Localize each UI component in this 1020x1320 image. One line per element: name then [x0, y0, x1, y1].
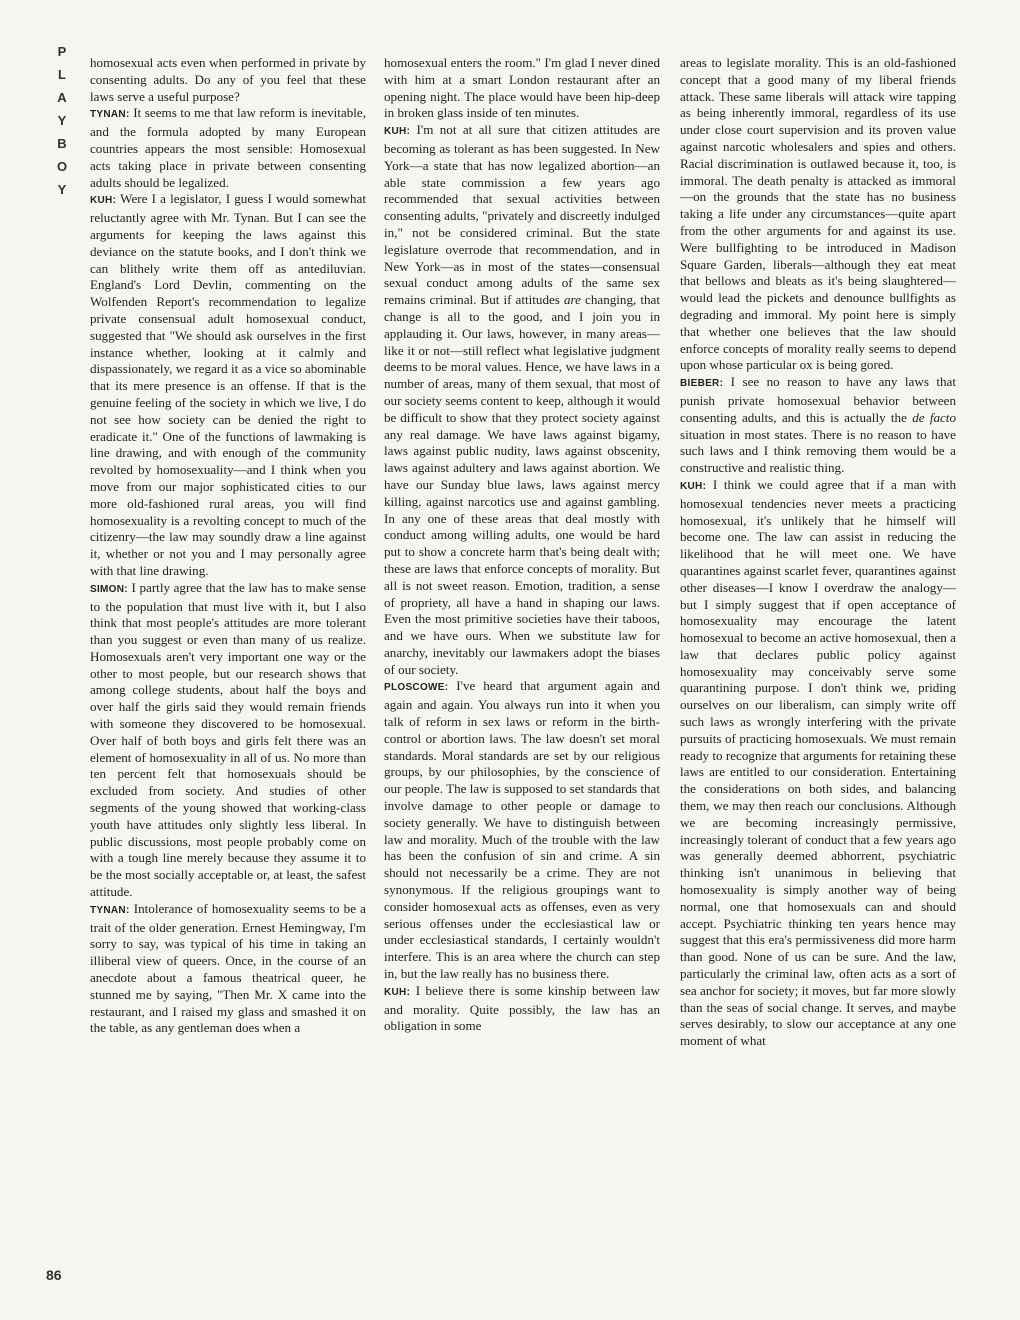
masthead-letter: O: [56, 159, 68, 174]
paragraph: [90, 901, 366, 1037]
paragraph: [384, 983, 660, 1035]
text-column-1: [90, 55, 366, 1280]
masthead-letter: P: [57, 44, 67, 59]
paragraph: [90, 580, 366, 901]
paragraph: [680, 477, 956, 1050]
speaker-label: TYNAN:: [90, 904, 130, 916]
magazine-masthead: [50, 40, 74, 201]
paragraph: [384, 122, 660, 678]
masthead-letter: Y: [57, 182, 67, 197]
paragraph-text: I'm not at all sure that citizen attitudes are becoming as tolerant as has been suggested. In New York—a state that has now legalized abortion—an able state commission a few years ago recommended that sexual activities between consenting adults, "privately and discreetly indulged in," not be considered criminal. But the state legislature overrode that recommendation, and in New York—as in most of the states—consensual sexual conduct among adults of the same sex remains criminal. But if attitudes: [384, 122, 660, 308]
speaker-label: PLOSCOWE:: [384, 682, 449, 694]
emphasis-text: are: [563, 292, 581, 308]
paragraph-text: I see no reason to have any laws that punish private homosexual behavior between consenting adults, and this is actually the: [680, 374, 956, 425]
masthead-letter: A: [57, 90, 67, 105]
paragraph: [90, 105, 366, 191]
masthead-letter: Y: [57, 113, 67, 128]
paragraph-text: homosexual enters the room." I'm glad I never dined with him at a smart London restaurant after an opening night. The place would have been hip-deep in broken glass inside of ten minutes.: [384, 55, 660, 121]
masthead-letter: L: [58, 67, 66, 82]
paragraph-text: Intolerance of homosexuality seems to be a trait of the older generation. Ernest Hemingway, I'm sorry to say, was typical of his time in taking an illiberal view of queers. Once, in the course of an anecdote about a famous theatrical queer, he stunned me by saying, "Then Mr. X came into the restaurant, and I raised my glass and smashed it on the table, as any gentleman does when a: [90, 900, 366, 1036]
speaker-label: BIEBER:: [680, 378, 724, 390]
paragraph: [384, 55, 660, 122]
paragraph-text: situation in most states. There is no reason to have such laws and I think removing them would be a constructive and realistic thing.: [680, 426, 956, 476]
paragraph: [680, 55, 956, 374]
speaker-label: KUH:: [384, 126, 411, 138]
paragraph-text: changing, that change is all to the good, and I join you in applauding it. Our laws, however, in many areas—like it or not—still reflect what legislative judgment deems to be moral values. Hence, we have laws in a number of areas, many of them sexual, that most of our society seems content to keep, although it would be difficult to show that they protect society against any real damage. We have laws against bigamy, laws against public nudity, laws against obscenity, laws against adultery and laws against abortion. We have our Sunday blue laws, laws against mercy killing, against narcotics use and against gambling. In any one of these areas that deal mostly with conduct among willing adults, one would be hard put to show a concrete harm that's being dealt with; these are laws that enforce concepts of morality. But all is not sweet reason. Emotion, tradition, a sense of propriety, all have a hand in shaping our laws. Even the most primitive societies have their taboos, and we have ours. When we substitute law for anarchy, inevitably our lawmakers adopt the biases of our society.: [384, 292, 660, 677]
paragraph-text: I believe there is some kinship between law and morality. Quite possibly, the law has an obligation in some: [384, 982, 660, 1034]
paragraph-text: It seems to me that law reform is inevitable, and the formula adopted by many European countries appears the most sensible: Homosexual acts taking place in private between consenting adults should be legalized.: [90, 105, 366, 190]
speaker-label: KUH:: [680, 480, 707, 492]
paragraph-text: I think we could agree that if a man with homosexual tendencies never meets a practicing homosexual, it's unlikely that he himself will become one. The law can assist in reducing the likelihood that he will meet one. We have quarantines against scarlet fever, quarantines against other diseases—I know I overdraw the analogy—but I simply suggest that if open acceptance of homosexuality may encourage the latent homosexual to become an active homosexual, then a law that declares public policy against homosexuality may conceivably serve some quarantining purpose. I don't think we, priding ourselves on our liberalism, can simply write off such laws as wrongly interfering with the private pursuits of practicing homosexuals. We must remain ready to recognize that arguments for retaining these laws are entitled to our consideration. Entertaining the considerations on both sides, and balancing them, we may then reach our conclusions. Although we are becoming increasingly permissive, increasingly tolerant of conduct that a few years ago was generally deemed abhorrent, psychiatric thinking isn't unanimous in believing that homosexuality is simply another way of being normal, one that homosexuals can and should accept. Psychiatric thinking ten years hence may suggest that this era's permissiveness did more harm than good. None of us can be sure. And the law, particularly the criminal law, often acts as a sort of sea anchor for society; it moves, but far more slowly than the seas of social change. It serves, and maybe serves desirably, to slow our acceptance at any one moment of what: [680, 476, 956, 1049]
masthead-letter: B: [57, 136, 67, 151]
paragraph: [680, 374, 956, 477]
paragraph-text: I partly agree that the law has to make sense to the population that must live with it, but I also think that most people's attitudes are more tolerant than you suggest or even than many of us realize. Homosexuals aren't very important one way or the other to most people, but our research shows that among college students, about half the boys and over half the girls said they would remain friends with someone they discovered to be homosexual. Over half of both boys and girls felt there was an element of homosexuality in all of us. No more than ten percent felt that homosexuals should be excluded from society. And studies of other segments of the young showed that working-class youth have attitudes only slightly less liberal. In public discussions, most people probably come on with a tough line merely because they assume it to be the most socially acceptable or, at least, the safest attitude.: [90, 579, 366, 900]
page-number: 86: [46, 1267, 62, 1283]
speaker-label: TYNAN:: [90, 109, 130, 121]
paragraph: [90, 55, 366, 105]
paragraph: [90, 191, 366, 579]
paragraph-text: homosexual acts even when performed in private by consenting adults. Do any of you feel that these laws serve a useful purpose?: [90, 55, 366, 104]
speaker-label: KUH:: [384, 986, 411, 998]
paragraph-text: I've heard that argument again and again and again. You always run into it when you talk of reform in sex laws or reform in the birth-control or abortion laws. The law doesn't set moral standards. Moral standards are set by our religious groups, by our philosophies, by the conscience of our people. The law is supposed to set standards that involve damage to other people or damage to society generally. We have to distinguish between law and morality. Much of the trouble with the law has been the confusion of sin and crime. A sin should not necessarily be a crime. They are not synonymous. If the religious groupings want to consider homosexual acts as offenses, even as very serious offenses under the ecclesiastical law or under ecclesiastical standards, I certainly wouldn't interfere. This is an area where the church can step in, but the law really has no business there.: [384, 678, 660, 982]
text-column-3: [680, 55, 956, 1280]
paragraph-text: areas to legislate morality. This is an old-fashioned concept that a good many of my liberal friends attack. These same liberals will attack wire tapping as being inherently immoral, regardless of its use under close court supervision and its proven value against narcotic wholesalers and spies and others. Racial discrimination is outlawed because it, too, is immoral. The death penalty is attacked as immoral—on the grounds that the state has no business taking a life under any circumstances—quite apart from the other arguments for and against its use. Were bullfighting to be introduced in Madison Square Garden, liberals—although they eat meat that bellows and bleats as it's being slaughtered—would lead the pickets and denounce bullfights as degrading and immoral. My point here is simply that whether one believes that the law should enforce concepts of morality really seems to depend upon whose particular ox is being gored.: [680, 55, 956, 373]
emphasis-text: de facto: [912, 409, 956, 425]
text-column-2: [384, 55, 660, 1280]
speaker-label: KUH:: [90, 195, 117, 207]
speaker-label: SIMON:: [90, 583, 128, 595]
paragraph-text: Were I a legislator, I guess I would somewhat reluctantly agree with Mr. Tynan. But I can see the arguments for keeping the laws against this deviance on the statute books, and I don't think we can blithely write them off as antediluvian. England's Lord Devlin, commenting on the Wolfenden Report's recommendation to legalize private consensual adult homosexual conduct, suggested that "We should ask ourselves in the first instance whether, looking at it calmly and dispassionately, we regard it as a vice so abominable that its mere presence is an offense. If that is the genuine feeling of the society in which we live, I do not see how society can be denied the right to eradicate it." One of the functions of lawmaking is line drawing, and with enough of the community revolted by homosexuality—and I think when you move from our major sophisticated cities to our more old-fashioned rural areas, you will find homosexuality is a revolting concept to much of the citizenry—the law may soundly draw a line against it, whether or not you and I may personally agree with that line drawing.: [90, 191, 366, 578]
paragraph: [384, 678, 660, 982]
